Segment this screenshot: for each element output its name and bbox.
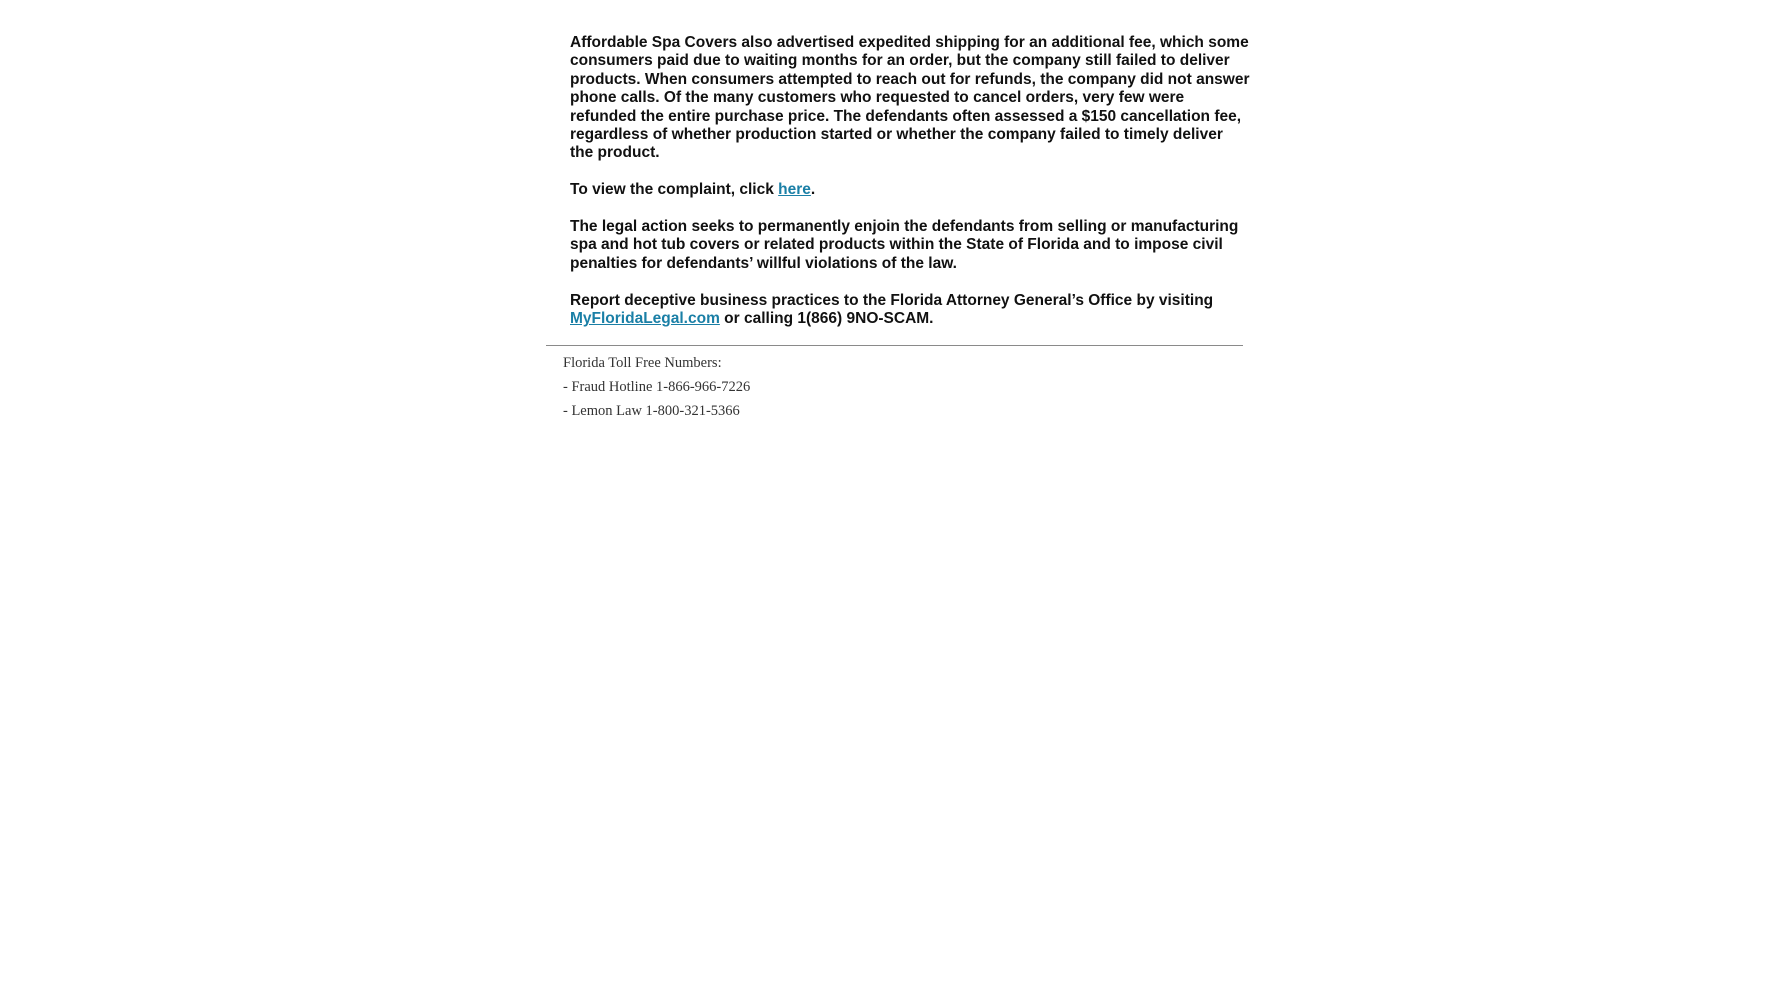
press-release-body — [570, 34, 1250, 347]
complaint-suffix-text: . — [810, 181, 816, 199]
report-suffix-text: or calling 1(866) 9NO-SCAM. — [719, 310, 934, 328]
report-prefix-text: Report deceptive business practices to the Florida Attorney General’s Office by visiting — [570, 291, 1214, 309]
fraud-hotline-line: - Fraud Hotline 1-866-966-7226 — [563, 379, 751, 395]
paragraph-view-complaint — [570, 181, 1250, 199]
complaint-prefix-text: To view the complaint, click — [570, 181, 779, 199]
lemon-law-line: - Lemon Law 1-800-321-5366 — [563, 403, 740, 419]
toll-free-footer — [563, 354, 750, 426]
section-divider — [546, 345, 1243, 346]
paragraph-legal-action: The legal action seeks to permanently enjoin the defendants from selling or manufacturing spa and hot tub covers or related products within the State of Florida and to impose civil penalties for defendants’ willful violations of the law. — [570, 218, 1239, 272]
paragraph-report — [570, 292, 1250, 329]
paragraph-shipping-refunds: Affordable Spa Covers also advertised expedited shipping for an additional fee, which some consumers paid due to waiting months for an order, but the company still failed to deliver products. When consumers attempted to reach out for refunds, the company did not answer phone calls. Of the many customers who requested to cancel orders, very few were refunded the entire purchase price. The defendants often assessed a $150 cancellation fee, regardless of whether production started or whether the company failed to timely deliver the product. — [570, 34, 1250, 162]
myfloridalegal-link[interactable]: MyFloridaLegal.com — [570, 310, 720, 328]
complaint-link[interactable]: here — [778, 181, 811, 199]
toll-free-heading: Florida Toll Free Numbers: — [563, 355, 722, 371]
